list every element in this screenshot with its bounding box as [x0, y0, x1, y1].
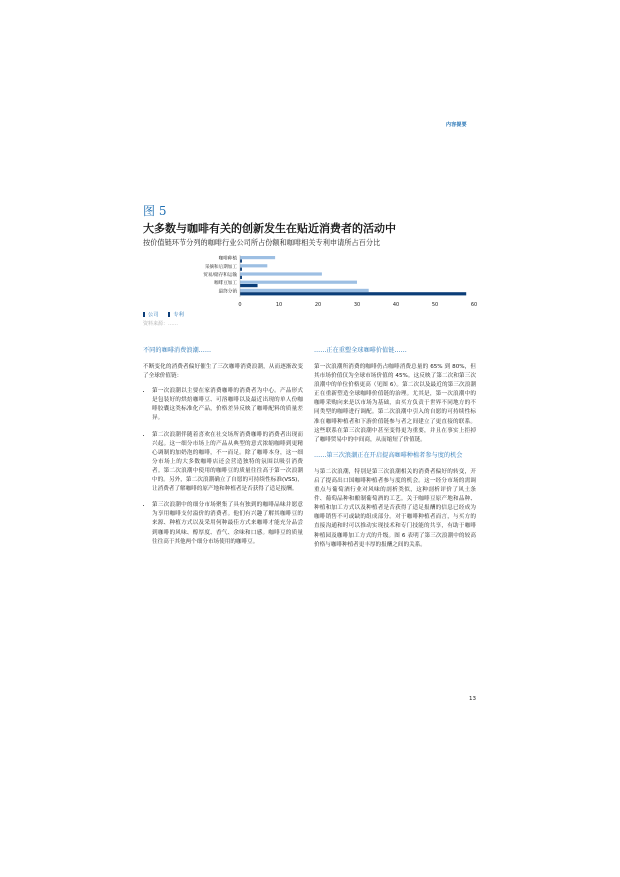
chart-legend	[143, 311, 184, 318]
category-label: 最终分销	[218, 289, 237, 295]
bar-patents	[240, 256, 275, 259]
intro-paragraph: 不断变化的消费者偏好催生了三次咖啡消费浪潮，从而逐渐改变了全球价值链：	[143, 364, 303, 380]
section-heading-value-chain: ……正在重塑全球咖啡价值链……	[314, 347, 407, 354]
category-label: 咖啡豆加工	[214, 281, 237, 287]
legend-swatch-companies	[143, 312, 145, 317]
left-column	[143, 346, 303, 554]
list-item-third-wave: • 第三次浪潮中的细分市场聚集了具有独到的咖啡品味并愿意为享用咖啡支付溢价的消费者。他们有兴趣了解其咖啡豆的来源、种植方式以及采用何种最佳方式来咖啡才能充分品尝到咖啡的风味、醇厚度、香气、余味和口感。咖啡豆的质量往往高于其他两个细分市场使用的咖啡豆。	[152, 501, 303, 546]
bar-chart	[143, 252, 483, 312]
x-tick-label: 10	[275, 302, 283, 308]
value-chain-paragraph: 第一次浪潮所消费的咖啡仍占咖啡消费总量的 65% 到 80%，但其市场价值仅为全球市场价值的 45%。这反映了第二次和第三次浪潮中的单位价格更高（见图 6）。第二次以及最近的第三次浪潮正在重新塑造全球咖啡价值链的治理。尤其是，第一次浪潮中的咖啡采购向来是以市场为基础，由买方负责于世界不同地方的不同类型的咖啡进行调配。第二次浪潮中引入的自愿的可持续性标准在咖啡种植者和下游价值链参与者之间建立了更直接的联系。这些联系在第三次浪潮中甚至变得更为重要，并且在事实上拒掉了咖啡贸易中的中间商，从而缩短了价值链。	[314, 364, 476, 443]
waves-list	[143, 387, 303, 547]
figure-title: 大多数与咖啡有关的创新发生在贴近消费者的活动中	[143, 222, 396, 235]
category-label: 采摘和后期加工	[204, 264, 237, 270]
section-header-label: 内容提要	[446, 122, 467, 128]
third-wave-paragraph: 与第二次浪潮，特别是第三次浪潮相关的消费者偏好的转变，开启了提高出口国咖啡种植者参与度的机会。这一经分市场的需调重点与葡萄酒行业对风味的剖析类似，这种剖析评价了风土条件、葡萄品种和酿制葡萄酒的工艺。关于咖啡豆原产地和品种、种植和加工方式以及种植者是否获得了适足报酬的信息已经成为咖啡销售不可或缺的组成部分。对于咖啡种植者而言，与买方的直接沟通和时可以推动实现技术和专门技能的共享，有助于咖啡种植园及咖啡加工方式的升级。图 6 表明了第三次浪潮中的较高价格与咖啡种植者更丰厚的报酬之间的关系。	[314, 468, 476, 548]
legend-label-patents: 专利	[173, 312, 184, 318]
section-heading-consumption-waves: 不同的咖啡消费浪潮……	[143, 347, 212, 354]
x-tick-label: 30	[353, 302, 361, 308]
bar-patents	[240, 281, 357, 284]
x-tick-label: 60	[470, 302, 478, 308]
figure-number: 图 5	[143, 204, 167, 218]
list-item-first-wave: • 第一次浪潮以主要在家消费咖啡的消费者为中心。产品形式是包装好的烘焙咖啡豆、可溶咖啡以及最近出现的单人份咖啡胶囊这类标准化产品，价格差异反映了咖啡配料的质量差异。	[152, 387, 303, 423]
x-tick-label: 50	[431, 302, 439, 308]
bar-patents	[240, 272, 322, 275]
bar-companies	[240, 259, 242, 262]
category-label: 咖啡种植	[218, 256, 237, 262]
list-item-second-wave: • 第二次浪潮伴随着喜欢在社交场所消费咖啡的消费者出现而兴起。这一细分市场上的产品从典型的意式浓缩咖啡到更精心调制的加奶泡的咖啡，不一而足。除了咖啡本身，这一细分市场上的大多数咖啡店还会营造独特的氛围以吸引消费者。第二次浪潮中使用的咖啡豆的质量往往高于第一次浪潮中的。另外，第二次浪潮确立了自愿的可持续性标准(VSS)，让消费者了解咖啡的原产地和种植者是否获得了适足报酬。	[152, 431, 303, 495]
x-tick-label: 0	[238, 302, 242, 308]
bar-companies	[240, 284, 258, 287]
legend-item-patents	[168, 311, 183, 318]
bar-patents	[240, 264, 267, 267]
x-tick-label: 20	[314, 302, 322, 308]
legend-label-companies: 公司	[148, 312, 159, 318]
bar-patents	[240, 289, 369, 292]
section-heading-third-wave: ……第三次浪潮正在开启提高咖啡种植者参与度的机会	[314, 451, 463, 459]
bar-companies	[240, 292, 466, 295]
x-tick-label: 40	[392, 302, 400, 308]
page-number: 13	[469, 696, 476, 702]
legend-swatch-patents	[168, 312, 170, 317]
right-column	[314, 346, 476, 556]
category-label: 贸易/储存和运输	[203, 273, 237, 278]
figure-subtitle: 按价值链环节分列的咖啡行业公司所占份额和咖啡相关专利申请所占百分比	[143, 238, 381, 247]
bar-companies	[240, 276, 242, 279]
legend-item-companies	[143, 311, 158, 318]
bar-companies	[240, 268, 242, 271]
figure-source: 资料来源：……	[143, 321, 179, 327]
